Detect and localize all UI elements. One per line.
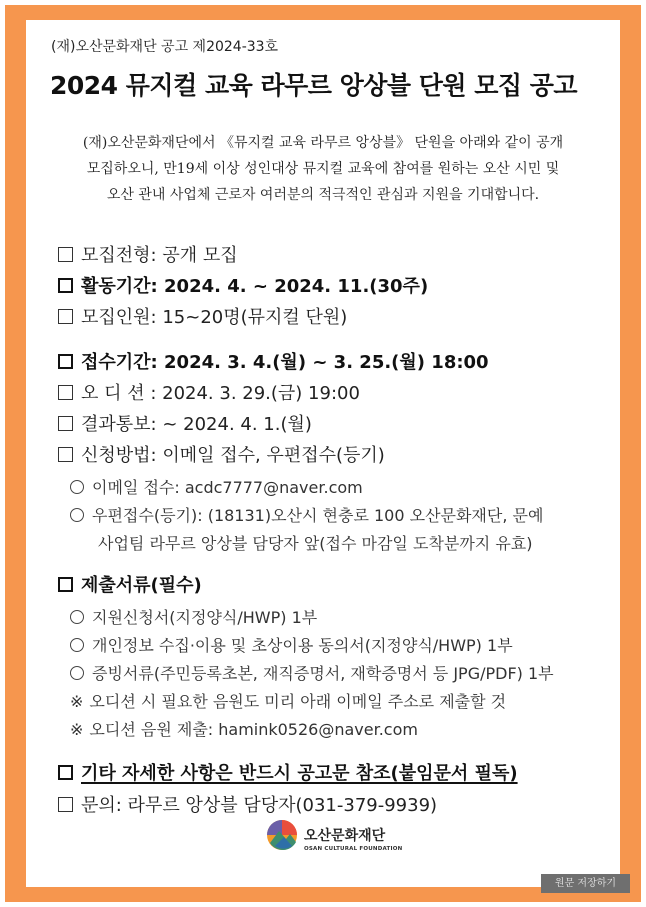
notice-title: 2024 뮤지컬 교육 라무르 앙상블 단원 모집 공고 [50, 71, 578, 100]
circle-bullet-icon [70, 666, 84, 680]
checkbox-icon [58, 416, 73, 431]
item-method: 신청방법: 이메일 접수, 우편접수(등기) [58, 441, 385, 467]
item-recruit-count: 모집인원: 15~20명(뮤지컬 단원) [58, 303, 347, 329]
sub-method-post: 우편접수(등기): (18131)오산시 현충로 100 오산문화재단, 문예 [70, 503, 543, 526]
reference-mark: ※ [70, 720, 84, 739]
foundation-logo-icon [266, 819, 298, 851]
checkbox-icon [58, 577, 73, 592]
checkbox-icon [58, 765, 73, 780]
checkbox-icon [58, 247, 73, 262]
orange-border-frame [5, 5, 641, 902]
sub-method-email: 이메일 접수: acdc7777@naver.com [70, 475, 363, 498]
sub-note-2: ※ 오디션 음원 제출: hamink0526@naver.com [70, 720, 418, 739]
circle-bullet-icon [70, 480, 84, 494]
sub-doc-2: 개인정보 수집·이용 및 초상이용 동의서(지정양식/HWP) 1부 [70, 633, 513, 656]
reference-mark: ※ [70, 692, 84, 711]
sub-note-1: ※ 오디션 시 필요한 음원도 미리 아래 이메일 주소로 제출할 것 [70, 692, 507, 711]
item-documents: 제출서류(필수) [58, 571, 202, 597]
checkbox-icon [58, 354, 73, 369]
notice-number: (재)오산문화재단 공고 제2024-33호 [51, 39, 279, 55]
item-receipt-period: 접수기간: 2024. 3. 4.(월) ~ 3. 25.(월) 18:00 [58, 348, 489, 374]
circle-bullet-icon [70, 610, 84, 624]
intro-line-2: 모집하오니, 만19세 이상 성인대상 뮤지컬 교육에 참여를 원하는 오산 시민 및 [86, 161, 560, 177]
checkbox-icon [58, 385, 73, 400]
item-audition: 오 디 션 : 2024. 3. 29.(금) 19:00 [58, 379, 360, 405]
save-original-button[interactable]: 원문 저장하기 [541, 874, 630, 893]
item-result: 결과통보: ~ 2024. 4. 1.(월) [58, 410, 312, 436]
notice-body [26, 20, 620, 887]
sub-doc-3: 증빙서류(주민등록초본, 재직증명서, 재학증명서 등 JPG/PDF) 1부 [70, 661, 554, 684]
item-activity-period: 활동기간: 2024. 4. ~ 2024. 11.(30주) [58, 272, 428, 298]
foundation-name: 오산문화재단 [304, 828, 386, 844]
sub-method-post-cont: 사업팀 라무르 앙상블 담당자 앞(접수 마감일 도착분까지 유효) [98, 534, 533, 553]
checkbox-icon [58, 278, 73, 293]
circle-bullet-icon [70, 638, 84, 652]
foundation-english-name: OSAN CULTURAL FOUNDATION [304, 846, 403, 852]
item-contact: 문의: 라무르 앙상블 담당자(031-379-9939) [58, 791, 437, 817]
foundation-logo [266, 817, 403, 867]
intro-line-1: (재)오산문화재단에서 《뮤지컬 교육 라무르 앙상블》 단원을 아래와 같이 공개 [82, 135, 564, 151]
circle-bullet-icon [70, 508, 84, 522]
item-etc: 기타 자세한 사항은 반드시 공고문 참조(붙임문서 필독) [58, 759, 518, 785]
intro-line-3: 오산 관내 사업체 근로자 여러분의 적극적인 관심과 지원을 기대합니다. [106, 187, 540, 203]
checkbox-icon [58, 797, 73, 812]
sub-doc-1: 지원신청서(지정양식/HWP) 1부 [70, 605, 317, 628]
checkbox-icon [58, 447, 73, 462]
checkbox-icon [58, 309, 73, 324]
item-recruit-type: 모집전형: 공개 모집 [58, 241, 238, 267]
